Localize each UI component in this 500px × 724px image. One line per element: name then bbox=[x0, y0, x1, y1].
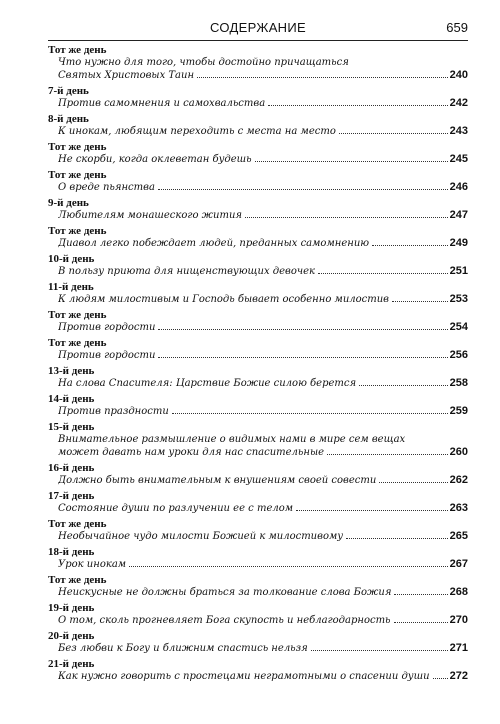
toc-entry-page: 251 bbox=[449, 265, 468, 277]
toc-entry-day: 18-й день bbox=[48, 546, 95, 558]
toc-entry-title: Должно быть внимательным к внушениям своей совести bbox=[58, 475, 377, 486]
toc-entry-title-line bbox=[48, 237, 468, 250]
dot-leader bbox=[129, 566, 448, 567]
toc-entry-title-line bbox=[48, 530, 468, 543]
toc-entry-title-line bbox=[48, 405, 468, 418]
toc-entry-day: 20-й день bbox=[48, 630, 95, 642]
toc-entry-day: 9-й день bbox=[48, 197, 89, 209]
table-of-contents bbox=[48, 44, 468, 686]
dot-leader bbox=[379, 482, 447, 483]
toc-entry-page: 240 bbox=[449, 69, 468, 81]
toc-entry-day: Тот же день bbox=[48, 518, 107, 530]
toc-entry-title: На слова Спасителя: Царствие Божие силою берется bbox=[58, 378, 357, 389]
toc-entry-title-line bbox=[48, 446, 468, 459]
toc-entry bbox=[48, 546, 468, 571]
toc-entry-title-line bbox=[48, 181, 468, 194]
toc-entry-day: 14-й день bbox=[48, 393, 95, 405]
toc-entry bbox=[48, 421, 468, 459]
dot-leader bbox=[392, 301, 448, 302]
toc-entry-day: 11-й день bbox=[48, 281, 94, 293]
dot-leader bbox=[346, 538, 448, 539]
dot-leader bbox=[394, 594, 447, 595]
toc-entry-page: 262 bbox=[449, 474, 468, 486]
toc-entry-day: 17-й день bbox=[48, 490, 95, 502]
toc-entry-title: Внимательное размышление о видимых нами в мире сем вещах bbox=[58, 434, 406, 445]
toc-entry-page: 265 bbox=[449, 530, 468, 542]
toc-entry-page: 270 bbox=[449, 614, 468, 626]
toc-entry-day: Тот же день bbox=[48, 141, 107, 153]
toc-entry-title: Святых Христовых Таин bbox=[58, 70, 195, 81]
dot-leader bbox=[245, 217, 448, 218]
toc-entry-title-line bbox=[48, 586, 468, 599]
dot-leader bbox=[158, 189, 448, 190]
toc-entry-title: К инокам, любящим переходить с места на место bbox=[58, 126, 336, 137]
toc-entry-day: Тот же день bbox=[48, 169, 107, 181]
toc-entry-page: 272 bbox=[449, 670, 468, 682]
dot-leader bbox=[197, 77, 448, 78]
toc-entry-page: 246 bbox=[449, 181, 468, 193]
toc-entry-page: 245 bbox=[449, 153, 468, 165]
toc-entry-day: Тот же день bbox=[48, 309, 107, 321]
toc-entry-page: 242 bbox=[449, 97, 468, 109]
toc-entry-day: Тот же день bbox=[48, 225, 107, 237]
toc-entry-title: Не скорби, когда оклеветан будешь bbox=[58, 154, 252, 165]
toc-entry bbox=[48, 630, 468, 655]
toc-entry-day: 19-й день bbox=[48, 602, 95, 614]
page-header bbox=[48, 18, 468, 38]
toc-entry bbox=[48, 253, 468, 278]
dot-leader bbox=[311, 650, 448, 651]
toc-entry-day: 21-й день bbox=[48, 658, 95, 670]
dot-leader bbox=[359, 385, 448, 386]
toc-entry-title: Против праздности bbox=[58, 406, 169, 417]
toc-entry bbox=[48, 462, 468, 487]
toc-entry-title-line bbox=[48, 474, 468, 487]
toc-entry-title-line bbox=[48, 670, 468, 683]
toc-entry-page: 254 bbox=[449, 321, 468, 333]
toc-entry bbox=[48, 602, 468, 627]
toc-entry bbox=[48, 365, 468, 390]
toc-entry-title-line bbox=[48, 125, 468, 138]
dot-leader bbox=[372, 245, 448, 246]
dot-leader bbox=[255, 161, 448, 162]
toc-entry-day: 8-й день bbox=[48, 113, 89, 125]
toc-entry bbox=[48, 225, 468, 250]
toc-entry-page: 263 bbox=[449, 502, 468, 514]
toc-entry bbox=[48, 85, 468, 110]
toc-entry-page: 247 bbox=[449, 209, 468, 221]
toc-entry-day: 10-й день bbox=[48, 253, 95, 265]
toc-entry bbox=[48, 337, 468, 362]
toc-entry-page: 249 bbox=[449, 237, 468, 249]
toc-entry-page: 253 bbox=[449, 293, 468, 305]
dot-leader bbox=[158, 329, 447, 330]
toc-entry bbox=[48, 281, 468, 306]
toc-entry-title-line bbox=[48, 293, 468, 306]
toc-entry-title: Против самомнения и самохвальства bbox=[58, 98, 266, 109]
toc-entry-title-line bbox=[48, 209, 468, 222]
toc-entry-page: 256 bbox=[449, 349, 468, 361]
toc-entry-title: Диавол легко побеждает людей, преданных самомнению bbox=[58, 238, 370, 249]
dot-leader bbox=[296, 510, 448, 511]
dot-leader bbox=[318, 273, 448, 274]
toc-entry bbox=[48, 197, 468, 222]
toc-entry-title: Без любви к Богу и ближним спастись нельзя bbox=[58, 643, 308, 654]
toc-entry-title: может давать нам уроки для нас спасительные bbox=[58, 447, 325, 458]
toc-entry-day: 7-й день bbox=[48, 85, 89, 97]
toc-entry-day: Тот же день bbox=[48, 44, 107, 56]
dot-leader bbox=[394, 622, 448, 623]
toc-entry-title-line bbox=[48, 153, 468, 166]
toc-entry-page: 268 bbox=[449, 586, 468, 598]
page-title: СОДЕРЖАНИЕ bbox=[209, 20, 306, 35]
toc-entry-title-line bbox=[48, 642, 468, 655]
dot-leader bbox=[268, 105, 447, 106]
toc-entry bbox=[48, 44, 468, 82]
toc-entry-title: Урок инокам bbox=[58, 559, 127, 570]
toc-entry bbox=[48, 169, 468, 194]
toc-entry-page: 259 bbox=[449, 405, 468, 417]
toc-entry-title-line bbox=[48, 97, 468, 110]
toc-entry bbox=[48, 113, 468, 138]
toc-entry bbox=[48, 658, 468, 683]
toc-entry-page: 267 bbox=[449, 558, 468, 570]
toc-entry bbox=[48, 518, 468, 543]
toc-entry-day: Тот же день bbox=[48, 574, 107, 586]
toc-entry bbox=[48, 490, 468, 515]
toc-entry-title-line bbox=[48, 614, 468, 627]
toc-entry-page: 260 bbox=[449, 446, 468, 458]
toc-entry-title-line bbox=[48, 377, 468, 390]
toc-entry bbox=[48, 574, 468, 599]
toc-entry-title: Любителям монашеского жития bbox=[58, 210, 242, 221]
toc-entry-page: 271 bbox=[449, 642, 468, 654]
dot-leader bbox=[172, 413, 448, 414]
dot-leader bbox=[433, 678, 448, 679]
toc-entry-title: Против гордости bbox=[58, 350, 156, 361]
dot-leader bbox=[158, 357, 447, 358]
toc-entry-title: Состояние души по разлучении ее с телом bbox=[58, 503, 294, 514]
toc-entry-page: 258 bbox=[449, 377, 468, 389]
toc-entry bbox=[48, 309, 468, 334]
dot-leader bbox=[327, 454, 448, 455]
toc-entry-title: О том, сколь прогневляет Бога скупость и неблагодарность bbox=[58, 615, 391, 626]
page-number: 659 bbox=[446, 20, 468, 35]
toc-entry-page: 243 bbox=[449, 125, 468, 137]
toc-entry-title: Неискусные не должны браться за толкование слова Божия bbox=[58, 587, 392, 598]
toc-entry-title-line bbox=[48, 502, 468, 515]
toc-entry-title: Против гордости bbox=[58, 322, 156, 333]
toc-entry-title-line bbox=[48, 265, 468, 278]
toc-entry-title: Что нужно для того, чтобы достойно причащаться bbox=[58, 57, 349, 68]
toc-entry bbox=[48, 393, 468, 418]
toc-entry-title: О вреде пьянства bbox=[58, 182, 155, 193]
toc-entry-title: Как нужно говорить с простецами неграмотными о спасении души bbox=[58, 671, 430, 682]
toc-entry-title: Необычайное чудо милости Божией к милостивому bbox=[58, 531, 344, 542]
toc-entry-day: 16-й день bbox=[48, 462, 95, 474]
toc-entry-title: К людям милостивым и Господь бывает особенно милостив bbox=[58, 294, 389, 305]
dot-leader bbox=[339, 133, 448, 134]
toc-entry-day: Тот же день bbox=[48, 337, 107, 349]
toc-entry-title: В пользу приюта для нищенствующих девочек bbox=[58, 266, 315, 277]
toc-entry-day: 13-й день bbox=[48, 365, 95, 377]
toc-entry-title-line bbox=[48, 69, 468, 82]
header-rule bbox=[48, 40, 468, 41]
toc-entry-title-line bbox=[48, 558, 468, 571]
toc-entry bbox=[48, 141, 468, 166]
toc-entry-title-line bbox=[48, 349, 468, 362]
toc-entry-title-line bbox=[48, 321, 468, 334]
toc-entry-day: 15-й день bbox=[48, 421, 95, 433]
